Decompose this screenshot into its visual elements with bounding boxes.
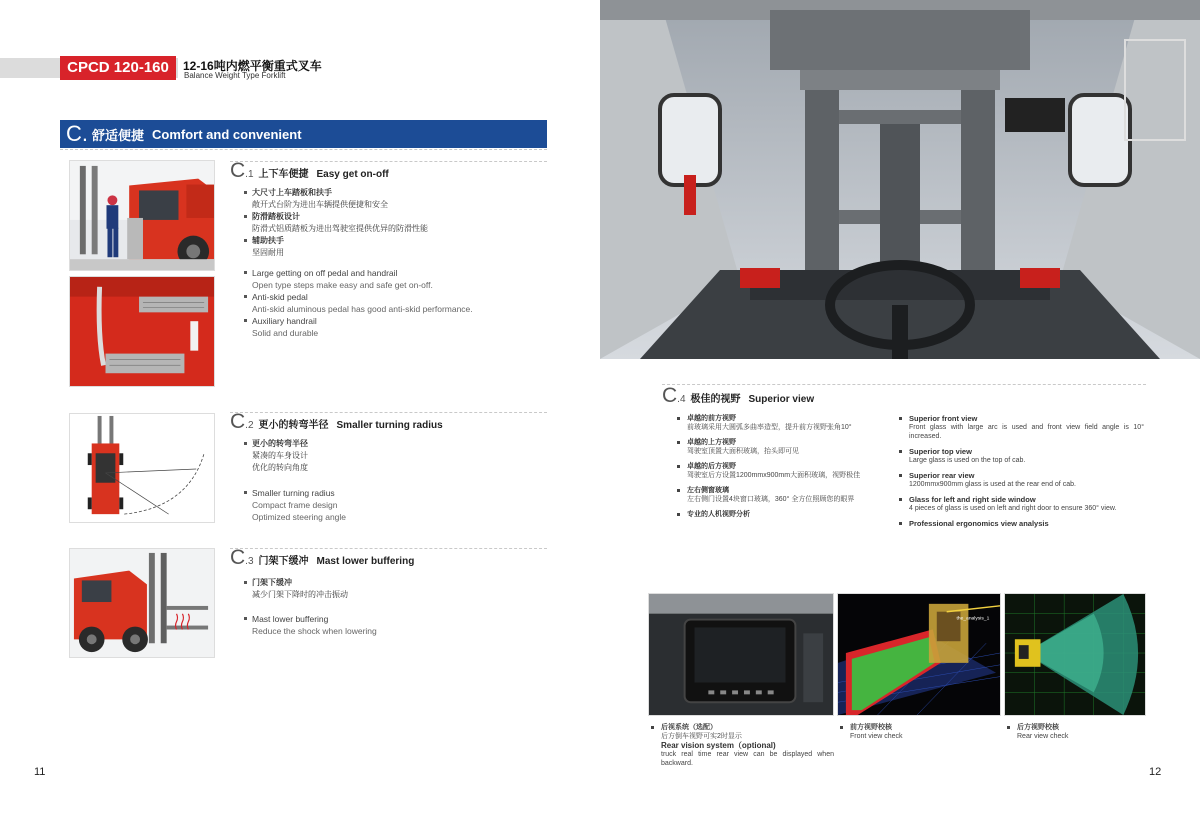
c1-title-en: Easy get on-off — [316, 169, 389, 180]
c3-title-cn: 门架下缓冲 — [258, 556, 309, 567]
list-item-desc: Open type steps make easy and safe get on-off. — [252, 280, 433, 290]
list-item — [898, 447, 1144, 465]
caption-title: 前方视野校核 — [839, 723, 999, 732]
list-item-desc: 驾驶室顶置大面积玻璃，抬头即可见 — [687, 448, 799, 455]
c4-divider — [662, 384, 1146, 385]
c2-cn-list — [243, 438, 543, 474]
c3-en-list — [243, 613, 543, 637]
list-item: 更小的转弯半径 — [243, 438, 543, 450]
caption-front-view-check — [839, 723, 999, 741]
c1-letter: C — [230, 159, 246, 182]
c3-letter: C — [230, 546, 246, 569]
c4-heading — [662, 384, 814, 408]
section-title-en: Comfort and convenient — [152, 126, 302, 142]
list-item — [676, 486, 888, 504]
list-item — [898, 519, 1144, 528]
c4-title-en: Superior view — [748, 394, 815, 405]
list-item-title: 专业的人机视野分析 — [676, 510, 888, 519]
list-item — [676, 438, 888, 456]
list-item: 辅助扶手 — [243, 235, 543, 247]
list-item-desc: Front glass with large arc is used and front view field angle is 10° increased. — [909, 424, 1144, 440]
photo-cab-interior — [600, 0, 1200, 359]
list-item-title: Glass for left and right side window — [898, 495, 1144, 504]
caption-rear-view-check — [1006, 723, 1146, 741]
caption-title: 后方视野校核 — [1006, 723, 1146, 732]
c2-title-en: Smaller turning radius — [336, 420, 443, 431]
model-label: CPCD 120-160 — [60, 56, 176, 80]
list-item: 大尺寸上车踏板和扶手 — [243, 187, 543, 199]
c3-heading — [230, 546, 414, 570]
list-item: Anti-skid pedal — [243, 291, 543, 303]
caption-title-en: Rear vision system（optional) — [661, 741, 776, 750]
section-letter: C. — [66, 121, 88, 146]
page-number-left: 11 — [34, 766, 46, 778]
c4-letter: C — [662, 384, 678, 407]
list-item-desc: 减少门架下降时的冲击振动 — [252, 590, 348, 599]
c1-divider — [230, 161, 547, 162]
c3-divider — [230, 548, 547, 549]
list-item-title: Superior top view — [898, 447, 1144, 456]
c3-cn-list — [243, 577, 543, 601]
photo-rear-view-check — [1004, 593, 1146, 716]
list-item-desc: 防滑式铝质踏板为进出驾驶室提供优异的防滑性能 — [252, 224, 428, 233]
list-item — [676, 510, 888, 519]
list-item — [676, 462, 888, 480]
caption-desc: Front view check — [850, 733, 903, 740]
photo-operator-getting-on — [69, 160, 215, 271]
caption-rear-vision-system — [650, 723, 834, 768]
list-item-desc: 左右侧门设置4块窗口玻璃，360° 全方位照顾您的眼界 — [687, 496, 855, 503]
c1-en-list — [243, 267, 543, 339]
c1-number: .1 — [245, 169, 254, 180]
list-item-title: 卓越的上方视野 — [676, 438, 888, 447]
list-item — [676, 414, 888, 432]
caption-desc: Rear view check — [1017, 733, 1069, 740]
monitor-analysis-label: the_analysis_1 — [956, 616, 990, 622]
list-item-title: 卓越的后方视野 — [676, 462, 888, 471]
photo-mast-buffering — [69, 548, 215, 658]
c4-en-list — [898, 414, 1144, 534]
c1-title-cn: 上下车便捷 — [258, 169, 309, 180]
list-item-desc: 驾驶室后方设置1200mmx900mm大面积玻璃，视野极佳 — [687, 472, 861, 479]
c4-number: .4 — [677, 394, 686, 405]
c2-letter: C — [230, 410, 246, 433]
list-item-desc: 4 pieces of glass is used on left and right door to ensure 360° view. — [909, 505, 1117, 512]
list-item — [898, 414, 1144, 441]
caption-desc: 后方倒车视野可实2时显示 — [661, 733, 742, 740]
c1-cn-list — [243, 187, 543, 259]
c2-en-list — [243, 487, 543, 523]
list-item-desc: 紧凑的车身设计 — [252, 451, 308, 460]
c2-divider — [230, 412, 547, 413]
c4-title-cn: 极佳的视野 — [690, 394, 741, 405]
photo-turning-radius-diagram — [69, 413, 215, 523]
list-item: Smaller turning radius — [243, 487, 543, 499]
list-item-desc: Large glass is used on the top of cab. — [909, 457, 1026, 464]
photo-front-view-check — [837, 593, 1001, 716]
list-item-desc: Solid and durable — [252, 328, 319, 338]
header-title-cn: 12-16吨内燃平衡重式叉车 — [183, 59, 322, 73]
photo-anti-skid-pedal — [69, 276, 215, 387]
list-item — [898, 495, 1144, 513]
list-item-title: Superior rear view — [898, 471, 1144, 480]
list-item-title: 左右侧窗玻璃 — [676, 486, 888, 495]
list-item: Large getting on off pedal and handrail — [243, 267, 543, 279]
c2-title-cn: 更小的转弯半径 — [258, 420, 329, 431]
list-item-desc: Optimized steering angle — [252, 512, 347, 522]
list-item-title: Superior front view — [898, 414, 1144, 423]
list-item-desc: Compact frame design — [252, 500, 338, 510]
c1-heading — [230, 159, 389, 183]
list-item: Mast lower buffering — [243, 613, 543, 625]
c4-cn-list — [676, 414, 888, 525]
list-item — [898, 471, 1144, 489]
list-item: 门架下缓冲 — [243, 577, 543, 589]
banner-divider — [60, 149, 547, 150]
section-title-cn: 舒适便捷 — [92, 127, 145, 143]
list-item-title: 卓越的前方视野 — [676, 414, 888, 423]
page-number-right: 12 — [1149, 766, 1162, 778]
list-item-title: Professional ergonomics view analysis — [898, 519, 1144, 528]
photo-rear-vision-monitor — [648, 593, 834, 716]
c2-heading — [230, 410, 443, 434]
section-banner — [60, 120, 547, 148]
list-item-desc: 坚固耐用 — [252, 248, 284, 257]
list-item-desc: Anti-skid aluminous pedal has good anti-skid performance. — [252, 304, 473, 314]
list-item: 防滑踏板设计 — [243, 211, 543, 223]
list-item-desc: Reduce the shock when lowering — [252, 626, 377, 636]
c3-title-en: Mast lower buffering — [316, 556, 415, 567]
list-item-desc: 敞开式台阶为进出车辆提供便捷和安全 — [252, 200, 388, 209]
caption-title: 后视系统（选配） — [650, 723, 834, 732]
list-item: Auxiliary handrail — [243, 315, 543, 327]
header-title-en: Balance Weight Type Forklift — [184, 71, 286, 80]
c3-number: .3 — [245, 556, 254, 567]
caption-desc-en: truck real time rear view can be displayed when backward. — [661, 751, 834, 767]
list-item-desc: 1200mmx900mm glass is used at the rear end of cab. — [909, 481, 1076, 488]
c2-number: .2 — [245, 420, 254, 431]
list-item-desc: 优化的转向角度 — [252, 463, 308, 472]
list-item-desc: 前玻璃采用大圆弧多曲率造型，提升前方视野张角10° — [687, 424, 852, 431]
